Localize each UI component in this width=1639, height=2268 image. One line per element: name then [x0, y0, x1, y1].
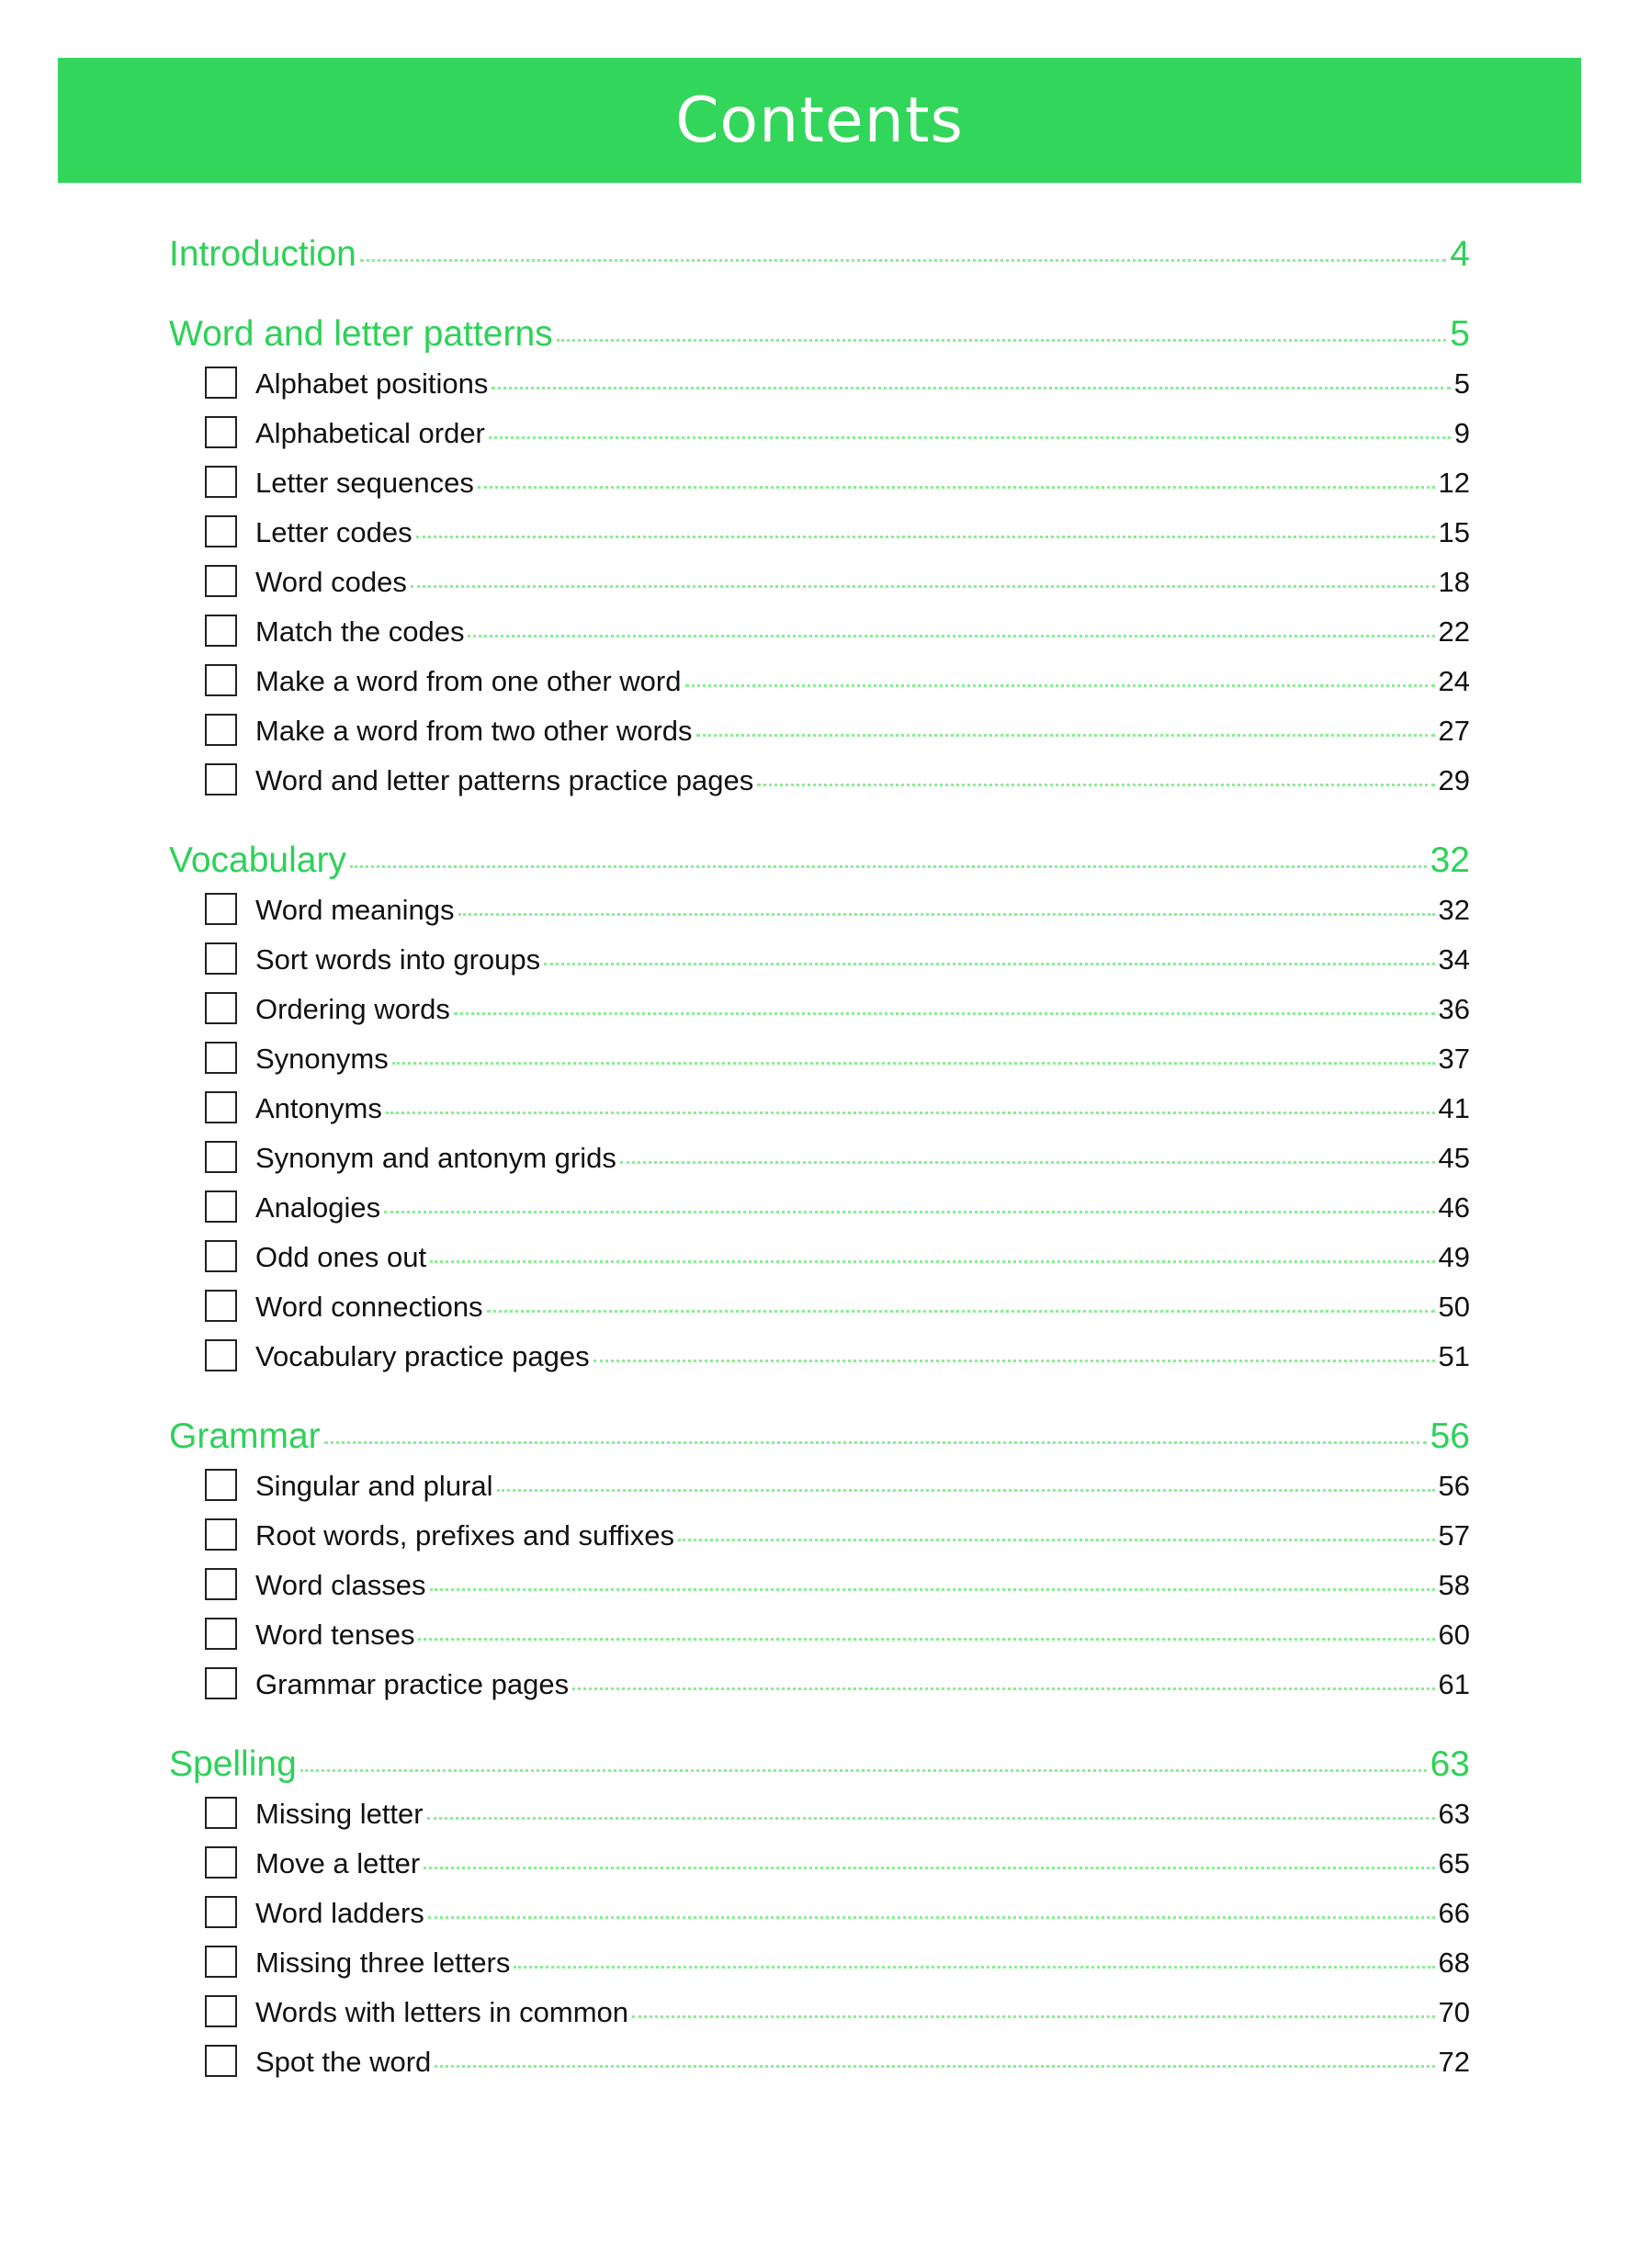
checkbox[interactable] [205, 1797, 237, 1829]
dot-leader [386, 1111, 1435, 1114]
dot-leader [593, 1360, 1435, 1362]
entry-page-number: 46 [1438, 1191, 1470, 1224]
dot-leader [384, 1211, 1434, 1213]
toc-entry[interactable] [169, 1789, 1470, 1839]
section-heading[interactable] [169, 310, 1470, 359]
entry-title: Spot the word [255, 2046, 432, 2078]
checkbox[interactable] [205, 515, 237, 547]
dot-leader [487, 1310, 1435, 1313]
toc-section [169, 1740, 1470, 2087]
dot-leader [572, 1687, 1434, 1690]
entry-page-number: 18 [1438, 566, 1470, 598]
checkbox[interactable] [205, 1667, 237, 1699]
toc-entry[interactable] [169, 1610, 1470, 1660]
toc-entry[interactable] [169, 1134, 1470, 1183]
checkbox[interactable] [205, 615, 237, 647]
checkbox[interactable] [205, 1042, 237, 1074]
entry-title: Ordering words [255, 993, 450, 1025]
entry-title: Sort words into groups [255, 943, 541, 976]
dot-leader [685, 684, 1435, 687]
checkbox[interactable] [205, 1896, 237, 1928]
toc-entry[interactable] [169, 1332, 1470, 1382]
dot-leader [454, 1012, 1435, 1015]
dot-leader [458, 913, 1435, 916]
dot-leader [416, 536, 1435, 538]
entry-page-number: 65 [1438, 1847, 1470, 1879]
dot-leader [632, 2015, 1435, 2018]
page-title: Contents [675, 84, 964, 157]
toc-entry[interactable] [169, 1282, 1470, 1332]
entry-title: Alphabet positions [255, 367, 489, 400]
toc-entry[interactable] [169, 607, 1470, 657]
entry-page-number: 27 [1438, 715, 1470, 747]
checkbox[interactable] [205, 367, 237, 399]
toc-section [169, 1412, 1470, 1709]
entry-page-number: 12 [1438, 467, 1470, 499]
entry-page-number: 49 [1438, 1241, 1470, 1273]
dot-leader [478, 486, 1435, 489]
checkbox[interactable] [205, 1240, 237, 1272]
toc-entry[interactable] [169, 1084, 1470, 1134]
entry-page-number: 34 [1438, 943, 1470, 976]
toc-entry[interactable] [169, 1233, 1470, 1282]
toc-section [169, 230, 1470, 279]
contents-banner [58, 58, 1581, 183]
checkbox[interactable] [205, 1568, 237, 1600]
toc-entry[interactable] [169, 657, 1470, 706]
toc-entry[interactable] [169, 359, 1470, 409]
dot-leader [392, 1062, 1435, 1065]
checkbox[interactable] [205, 1518, 237, 1551]
dot-leader [411, 585, 1435, 588]
entry-page-number: 29 [1438, 764, 1470, 796]
dot-leader [430, 1260, 1434, 1263]
entry-title: Word ladders [255, 1897, 424, 1929]
entry-title: Synonyms [255, 1043, 389, 1075]
entry-title: Make a word from one other word [255, 665, 682, 697]
entry-page-number: 60 [1438, 1619, 1470, 1651]
entry-title: Make a word from two other words [255, 715, 693, 747]
entry-title: Letter codes [255, 516, 413, 548]
entry-page-number: 66 [1438, 1897, 1470, 1929]
checkbox[interactable] [205, 893, 237, 925]
entry-title: Word connections [255, 1291, 483, 1323]
toc-entry[interactable] [169, 1938, 1470, 1988]
section-heading[interactable] [169, 836, 1470, 886]
entry-title: Move a letter [255, 1847, 421, 1879]
checkbox[interactable] [205, 1995, 237, 2027]
entry-page-number: 41 [1438, 1092, 1470, 1124]
section-page-number: 32 [1430, 841, 1470, 880]
dot-leader [300, 1769, 1427, 1772]
checkbox[interactable] [205, 1190, 237, 1223]
section-title: Spelling [169, 1744, 297, 1784]
toc-entry[interactable] [169, 706, 1470, 756]
entry-title: Alphabetical order [255, 417, 485, 449]
toc-entry[interactable] [169, 1461, 1470, 1511]
entry-page-number: 32 [1438, 894, 1470, 926]
toc-entry[interactable] [169, 409, 1470, 458]
entry-page-number: 70 [1438, 1996, 1470, 2028]
dot-leader [430, 1588, 1435, 1591]
dot-leader [514, 1966, 1434, 1969]
section-page-number: 4 [1450, 234, 1470, 274]
checkbox[interactable] [205, 565, 237, 597]
dot-leader [489, 436, 1451, 439]
entry-title: Word and letter patterns practice pages [255, 764, 754, 796]
entry-page-number: 68 [1438, 1946, 1470, 1979]
dot-leader [324, 1441, 1427, 1444]
section-title: Introduction [169, 234, 356, 274]
entry-page-number: 63 [1438, 1798, 1470, 1830]
entry-page-number: 24 [1438, 665, 1470, 697]
checkbox[interactable] [205, 714, 237, 746]
checkbox[interactable] [205, 2045, 237, 2077]
toc-entry[interactable] [169, 2037, 1470, 2087]
entry-title: Word meanings [255, 894, 455, 926]
checkbox[interactable] [205, 942, 237, 975]
entry-title: Letter sequences [255, 467, 474, 499]
entry-title: Odd ones out [255, 1241, 427, 1273]
section-page-number: 5 [1450, 314, 1470, 354]
entry-page-number: 36 [1438, 993, 1470, 1025]
entry-page-number: 22 [1438, 615, 1470, 648]
section-page-number: 63 [1430, 1744, 1470, 1784]
section-page-number: 56 [1430, 1416, 1470, 1456]
dot-leader [757, 784, 1434, 786]
checkbox[interactable] [205, 416, 237, 448]
toc-section [169, 310, 1470, 806]
entry-page-number: 72 [1438, 2046, 1470, 2078]
entry-page-number: 51 [1438, 1340, 1470, 1372]
dot-leader [350, 865, 1427, 868]
entry-page-number: 45 [1438, 1142, 1470, 1174]
checkbox[interactable] [205, 763, 237, 795]
section-heading[interactable] [169, 1412, 1470, 1461]
entry-title: Synonym and antonym grids [255, 1142, 616, 1174]
checkbox[interactable] [205, 1946, 237, 1978]
dot-leader [427, 1817, 1435, 1820]
entry-title: Word classes [255, 1569, 426, 1601]
entry-title: Missing letter [255, 1798, 424, 1830]
dot-leader [360, 259, 1446, 262]
entry-title: Grammar practice pages [255, 1668, 570, 1700]
entry-title: Word tenses [255, 1619, 415, 1651]
dot-leader [497, 1489, 1435, 1492]
checkbox[interactable] [205, 1846, 237, 1879]
entry-page-number: 58 [1438, 1569, 1470, 1601]
entry-page-number: 37 [1438, 1043, 1470, 1075]
table-of-contents [169, 230, 1470, 2087]
dot-leader [620, 1161, 1435, 1164]
toc-entry[interactable] [169, 1561, 1470, 1610]
entry-page-number: 57 [1438, 1519, 1470, 1551]
toc-entry[interactable] [169, 558, 1470, 607]
dot-leader [492, 387, 1450, 389]
toc-entry[interactable] [169, 1889, 1470, 1938]
dot-leader [418, 1638, 1434, 1641]
section-title: Word and letter patterns [169, 314, 553, 354]
entry-title: Missing three letters [255, 1946, 511, 1979]
toc-section [169, 836, 1470, 1382]
toc-entry[interactable] [169, 1660, 1470, 1709]
section-title: Grammar [169, 1416, 321, 1456]
entry-title: Words with letters in common [255, 1996, 628, 2028]
section-heading[interactable] [169, 230, 1470, 279]
checkbox[interactable] [205, 1091, 237, 1123]
entry-page-number: 61 [1438, 1668, 1470, 1700]
entry-page-number: 15 [1438, 516, 1470, 548]
toc-entry[interactable] [169, 1511, 1470, 1561]
entry-title: Match the codes [255, 615, 465, 648]
dot-leader [428, 1916, 1435, 1919]
checkbox[interactable] [205, 1339, 237, 1371]
entry-title: Word codes [255, 566, 407, 598]
checkbox[interactable] [205, 1618, 237, 1650]
dot-leader [435, 2065, 1434, 2068]
toc-entry[interactable] [169, 458, 1470, 508]
toc-entry[interactable] [169, 935, 1470, 985]
entry-page-number: 5 [1453, 367, 1470, 400]
checkbox[interactable] [205, 1290, 237, 1322]
toc-entry[interactable] [169, 756, 1470, 806]
toc-entry[interactable] [169, 985, 1470, 1034]
checkbox[interactable] [205, 466, 237, 498]
dot-leader [557, 339, 1447, 342]
section-heading[interactable] [169, 1740, 1470, 1789]
checkbox[interactable] [205, 664, 237, 696]
toc-entry[interactable] [169, 1839, 1470, 1889]
entry-title: Root words, prefixes and suffixes [255, 1519, 675, 1551]
entry-title: Analogies [255, 1191, 381, 1224]
entry-title: Singular and plural [255, 1470, 493, 1502]
dot-leader [468, 635, 1434, 638]
entry-page-number: 9 [1453, 417, 1470, 449]
toc-entry[interactable] [169, 1988, 1470, 2037]
checkbox[interactable] [205, 1469, 237, 1501]
toc-entry[interactable] [169, 1034, 1470, 1084]
dot-leader [544, 963, 1434, 965]
toc-entry[interactable] [169, 1183, 1470, 1233]
entry-page-number: 56 [1438, 1470, 1470, 1502]
entry-page-number: 50 [1438, 1291, 1470, 1323]
toc-entry[interactable] [169, 886, 1470, 935]
entry-title: Vocabulary practice pages [255, 1340, 590, 1372]
entry-title: Antonyms [255, 1092, 382, 1124]
checkbox[interactable] [205, 1141, 237, 1173]
dot-leader [696, 734, 1435, 737]
section-title: Vocabulary [169, 841, 346, 880]
dot-leader [678, 1539, 1434, 1541]
checkbox[interactable] [205, 992, 237, 1024]
toc-entry[interactable] [169, 508, 1470, 558]
dot-leader [424, 1867, 1434, 1869]
